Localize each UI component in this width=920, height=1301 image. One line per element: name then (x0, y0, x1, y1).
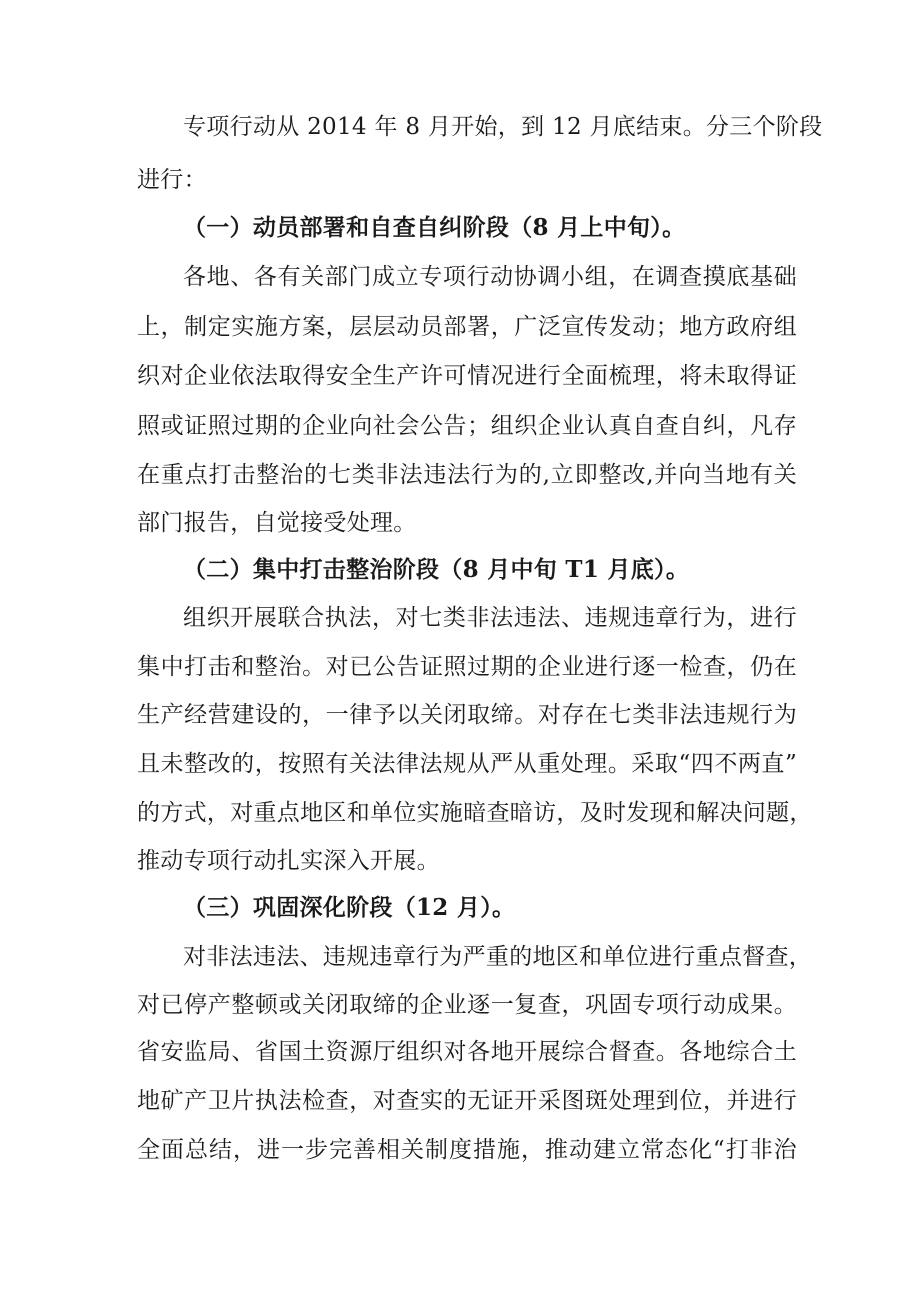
section1-heading: （一）动员部署和自查自纠阶段（8 月上中旬）。 (183, 214, 686, 241)
section3-line-5: 全面总结，进一步完善相关制度措施，推动建立常态化“打非治 (137, 1137, 797, 1163)
section3-line-4: 地矿产卫片执法检查，对查实的无证开采图斑处理到位，并进行 (137, 1088, 797, 1114)
section3-line-3: 省安监局、省国土资源厅组织对各地开展综合督查。各地综合土 (137, 1039, 797, 1065)
section2-line-6: 推动专项行动扎实深入开展。 (137, 848, 440, 874)
section3-line-2: 对已停产整顿或关闭取缔的企业逐一复查，巩固专项行动成果。 (137, 992, 797, 1018)
section2-line-1: 组织开展联合执法，对七类非法违法、违规违章行为，进行 (183, 605, 797, 631)
section2-line-4: 且未整改的，按照有关法律法规从严从重处理。采取“四不两直” (137, 751, 797, 777)
section1-line-2: 上，制定实施方案，层层动员部署，广泛宣传发动；地方政府组 (137, 314, 797, 340)
section2-line-3: 生产经营建设的，一律予以关闭取缔。对存在七类非法违规行为 (137, 702, 797, 728)
section3-line-1: 对非法违法、违规违章行为严重的地区和单位进行重点督查， (183, 944, 813, 970)
section2-line-5: 的方式，对重点地区和单位实施暗查暗访，及时发现和解决问题， (137, 800, 813, 826)
section1-line-3: 织对企业依法取得安全生产许可情况进行全面梳理，将未取得证 (137, 363, 797, 389)
section3-heading: （三）巩固深化阶段（12 月）。 (183, 894, 516, 921)
intro-line-2: 进行： (137, 167, 207, 193)
section2-heading: （二）集中打击整治阶段（8 月中旬 T1 月底）。 (183, 556, 690, 583)
section1-line-4: 照或证照过期的企业向社会公告；组织企业认真自查自纠，凡存 (137, 413, 797, 439)
section1-line-6: 部门报告，自觉接受处理。 (137, 510, 417, 536)
section1-line-1: 各地、各有关部门成立专项行动协调小组，在调查摸底基础 (183, 264, 797, 290)
intro-line-1: 专项行动从 2014 年 8 月开始，到 12 月底结束。分三个阶段 (183, 114, 823, 140)
section1-line-5: 在重点打击整治的七类非法违法行为的,立即整改,并向当地有关 (137, 462, 797, 488)
section2-line-2: 集中打击和整治。对已公告证照过期的企业进行逐一检查，仍在 (137, 654, 797, 680)
